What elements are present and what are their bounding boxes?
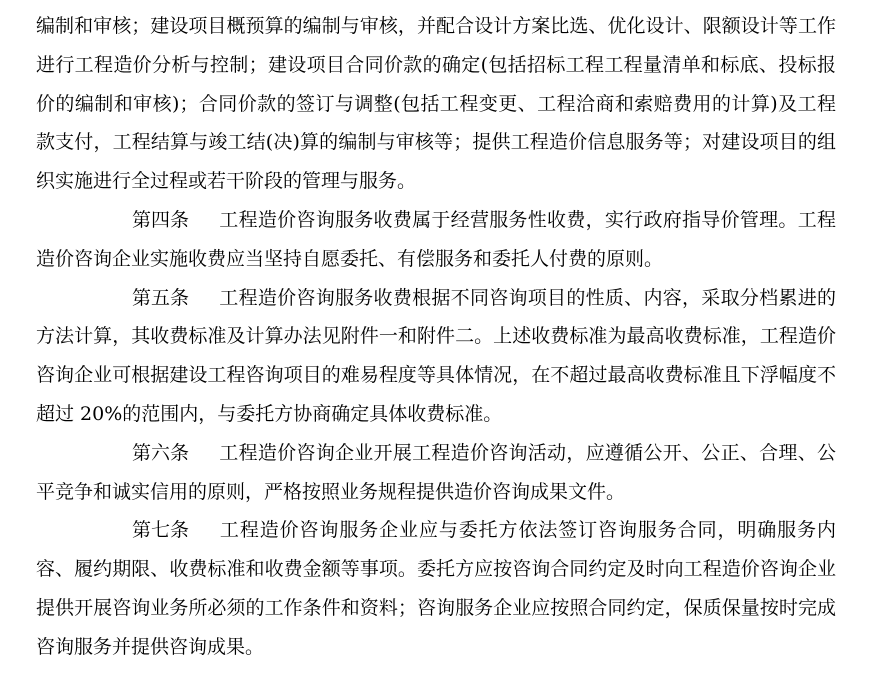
article-number: 第五条 [132, 286, 190, 309]
document-page [36, 0, 836, 667]
article-number: 第六条 [132, 441, 190, 464]
article-number: 第四条 [132, 208, 190, 231]
paragraph-text: 工程造价咨询服务收费根据不同咨询项目的性质、内容，采取分档累进的方法计算，其收费标准及计算办法见附件一和附件二。上述收费标准为最高收费标准，工程造价咨询企业可根据建设工程咨询项目的难易程度等具体情况，在不超过最高收费标准且下浮幅度不超过 20%的范围内，与委托方协商确定具体收费标准。 [36, 286, 836, 425]
paragraph-article-5 [36, 279, 836, 434]
paragraph-text: 编制和审核；建设项目概预算的编制与审核，并配合设计方案比选、优化设计、限额设计等工作进行工程造价分析与控制；建设项目合同价款的确定(包括招标工程工程量清单和标底、投标报价的编制和审核)；合同价款的签订与调整(包括工程变更、工程洽商和索赔费用的计算)及工程款支付，工程结算与竣工结(决)算的编制与审核等；提供工程造价信息服务等；对建设项目的组织实施进行全过程或若干阶段的管理与服务。 [36, 15, 836, 193]
article-number: 第七条 [132, 519, 190, 542]
paragraph-article-6 [36, 434, 836, 512]
paragraph-article-7 [36, 511, 836, 666]
paragraph-text: 工程造价咨询企业开展工程造价咨询活动，应遵循公开、公正、合理、公平竞争和诚实信用的原则，严格按照业务规程提供造价咨询成果文件。 [36, 441, 836, 503]
paragraph-text: 工程造价咨询服务企业应与委托方依法签订咨询服务合同，明确服务内容、履约期限、收费标准和收费金额等事项。委托方应按咨询合同约定及时向工程造价咨询企业提供开展咨询业务所必须的工作条件和资料；咨询服务企业应按照合同约定，保质保量按时完成咨询服务并提供咨询成果。 [36, 519, 836, 658]
paragraph-continuation [36, 7, 836, 201]
paragraph-article-4 [36, 201, 836, 279]
paragraph-text: 工程造价咨询服务收费属于经营服务性收费，实行政府指导价管理。工程造价咨询企业实施收费应当坚持自愿委托、有偿服务和委托人付费的原则。 [36, 208, 836, 270]
